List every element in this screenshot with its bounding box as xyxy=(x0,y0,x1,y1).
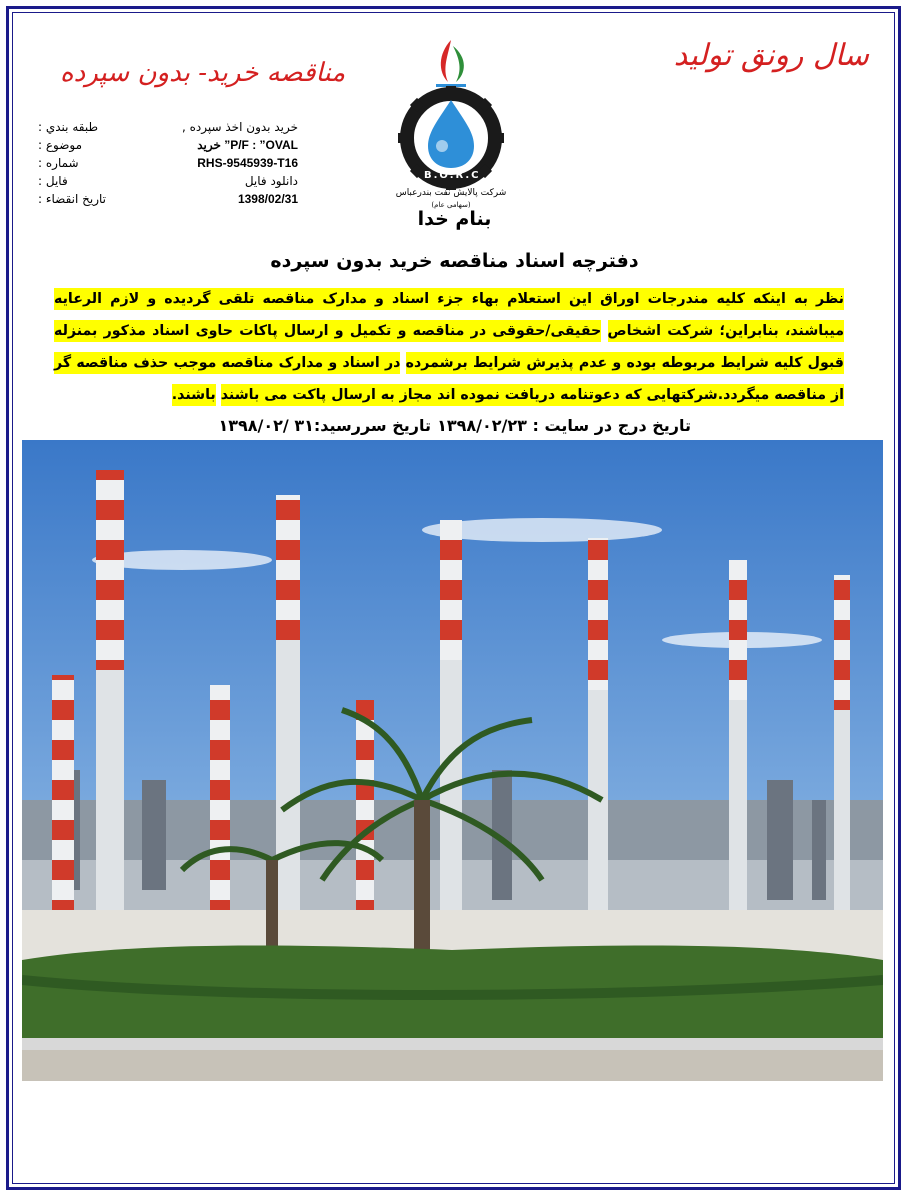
tender-meta-block xyxy=(38,120,298,210)
basmala-heading: بنام خدا xyxy=(417,208,492,230)
logo-initials: B.O.R.C xyxy=(424,170,481,181)
meta-value: خريد بدون اخذ سپرده , xyxy=(182,120,298,134)
meta-value: 1398/02/31 xyxy=(237,192,298,206)
meta-row-file xyxy=(38,174,298,192)
meta-value: P/F : ”OVAL” خريد xyxy=(197,138,298,152)
notice-line: نظر به اینکه کلیه مندرجات اوراق این استعلام بهاء جزء اسناد و مدارک مناقصه تلقی گردیده و لازم الرعایه میباشند، بنابراین؛ شرکت اشخاص xyxy=(54,288,844,342)
borc-logo xyxy=(376,20,526,210)
tender-handwritten-title: مناقصه خرید- بدون سپرده xyxy=(60,58,346,88)
post-date: تاریخ درج در سایت : ۱۳۹۸/۰۲/۲۳ xyxy=(437,416,691,435)
refinery-photo xyxy=(22,440,883,1081)
meta-key: شماره : xyxy=(38,156,79,170)
notice-line: باشند. xyxy=(172,384,216,406)
logo-company-type: (سهامی عام) xyxy=(431,201,471,209)
tender-notice-paragraph xyxy=(54,283,844,411)
meta-key: موضوع : xyxy=(38,138,83,152)
meta-key: طبقه بندي : xyxy=(38,120,98,134)
notice-line: حقیقی/حقوقی در مناقصه و تکمیل و ارسال پاکات حاوی اسناد مذکور بمنزله قبول کلیه شرایط مربوطه بوده و عدم پذیرش شرایط برشمرده xyxy=(54,320,844,374)
document-title: دفترچه اسناد مناقصه خرید بدون سپرده xyxy=(270,250,639,272)
meta-value: RHS-9545939-T16 xyxy=(197,156,298,170)
meta-row-category xyxy=(38,120,298,138)
download-file-link[interactable]: دانلود فايل xyxy=(244,174,298,188)
meta-row-number xyxy=(38,156,298,174)
meta-key: تاريخ انقضاء : xyxy=(38,192,106,206)
meta-row-subject xyxy=(38,138,298,156)
year-slogan: سال رونق تولید xyxy=(673,38,869,73)
notice-line: در اسناد و مدارک مناقصه موجب حذف مناقصه گر از مناقصه میگردد.شرکتهایی که دعوتنامه دریافت نموده اند مجاز به ارسال پاکت می باشند xyxy=(54,352,844,406)
logo-company-name: شرکت پالایش نفت بندرعباس xyxy=(395,188,507,198)
due-date: تاریخ سررسید:۳۱ /۱۳۹۸/۰۲ xyxy=(218,416,431,435)
meta-key: فايل : xyxy=(38,174,68,188)
